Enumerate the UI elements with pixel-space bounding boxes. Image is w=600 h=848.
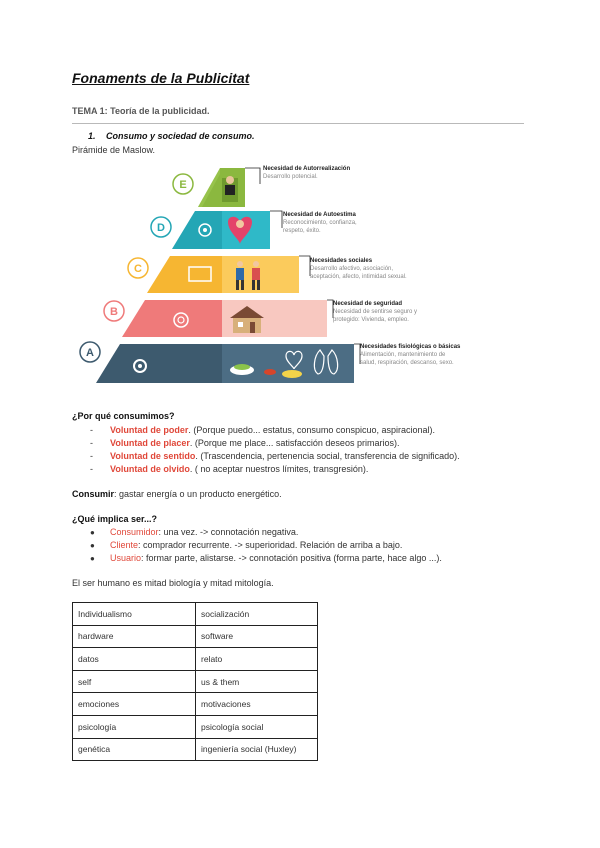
table-cell: hardware <box>73 625 196 648</box>
section-title: Consumo y sociedad de consumo. <box>106 131 255 141</box>
connector-e <box>245 168 260 184</box>
list-item-label: Voluntad de poder <box>110 425 189 435</box>
consumir-definition <box>72 489 282 499</box>
pyramid-text-d-2: respeto, éxito. <box>283 228 321 234</box>
implica-list <box>90 526 442 565</box>
pyramid-desc-b <box>333 300 417 324</box>
table-row <box>73 738 318 761</box>
table-cell: genética <box>73 738 196 761</box>
ser-humano-text: El ser humano es mitad biología y mitad mitología. <box>72 578 274 588</box>
implica-heading: ¿Qué implica ser...? <box>72 514 158 524</box>
table-row <box>73 625 318 648</box>
why-list <box>90 424 460 476</box>
table-cell: psicología social <box>196 715 318 738</box>
pyramid-desc-c <box>310 257 407 281</box>
list-item-text: . (Porque me place... satisfacción deseos primarios). <box>189 438 400 448</box>
list-item <box>90 463 460 476</box>
table-cell: emociones <box>73 693 196 716</box>
letter-b: B <box>110 306 118 318</box>
pyramid-text-b-2: protegido: Vivienda, empleo. <box>333 317 409 323</box>
list-item <box>90 539 442 552</box>
list-item <box>90 450 460 463</box>
list-item-label: Consumidor <box>110 527 159 537</box>
pyramid-title-a: Necesidades fisiológicas o básicas <box>360 344 461 350</box>
connector-c <box>299 256 310 276</box>
list-item-label: Cliente <box>110 540 139 550</box>
list-item-label: Voluntad de olvido <box>110 464 190 474</box>
list-item-text: . (Trascendencia, pertenencia social, transferencia de significado). <box>195 451 460 461</box>
table-cell: software <box>196 625 318 648</box>
pyramid-desc-e <box>263 165 350 181</box>
list-item <box>90 526 442 539</box>
list-item-text: : comprador recurrente. -> superioridad. Relación de arriba a bajo. <box>138 540 403 550</box>
list-item <box>90 552 442 565</box>
pyramid-text-a-1: Alimentación, mantenimiento de <box>360 352 446 358</box>
bullet-marker: ● <box>90 541 95 550</box>
table-row <box>73 693 318 716</box>
list-item-label: Voluntad de placer <box>110 438 190 448</box>
letter-e: E <box>179 179 187 191</box>
pyramid-text-d-1: Reconocimiento, confianza, <box>283 220 357 226</box>
comparison-table <box>72 602 318 761</box>
consumir-text: : gastar energía o un producto energético. <box>114 489 282 499</box>
people-icon <box>237 261 243 267</box>
list-item <box>90 437 460 450</box>
list-item <box>90 424 460 437</box>
table-cell: self <box>73 670 196 693</box>
bullet-marker: ● <box>90 528 95 537</box>
letter-d: D <box>157 222 165 234</box>
pyramid-text-b-1: Necesidad de sentirse seguro y <box>333 309 418 315</box>
table-row <box>73 603 318 626</box>
why-heading: ¿Por qué consumimos? <box>72 411 175 421</box>
list-item-text: : una vez. -> connotación negativa. <box>158 527 299 537</box>
table-cell: socialización <box>196 603 318 626</box>
list-item-label: Voluntad de sentido <box>110 451 196 461</box>
table-cell: us & them <box>196 670 318 693</box>
tema-heading: TEMA 1: Teoría de la publicidad. <box>72 106 210 116</box>
pyramid-title-b: Necesidad de seguridad <box>333 301 403 307</box>
list-item-text: . ( no aceptar nuestros límites, transgresión). <box>189 464 369 474</box>
letter-c: C <box>134 263 142 275</box>
table-row <box>73 648 318 671</box>
divider <box>72 123 524 124</box>
bullet-marker: ● <box>90 554 95 563</box>
list-item-text: : formar parte, alistarse. -> connotación positiva (forma parte, hace algo ...). <box>141 553 442 563</box>
pyramid-desc-d <box>283 211 357 235</box>
pyramid-desc-a <box>360 343 460 367</box>
dash-marker: - <box>90 438 93 448</box>
dash-marker: - <box>90 425 93 435</box>
table-cell: Individualismo <box>73 603 196 626</box>
pyramid-text-c-1: Desarrollo afectivo, asociación, <box>310 266 394 272</box>
table-row <box>73 670 318 693</box>
section-heading <box>88 131 255 141</box>
maslow-label: Pirámide de Maslow. <box>72 145 156 155</box>
dash-marker: - <box>90 451 93 461</box>
table-cell: psicología <box>73 715 196 738</box>
pyramid-text-e: Desarrollo potencial. <box>263 174 318 180</box>
list-item-text: . (Porque puedo... estatus, consumo conspicuo, aspiracional). <box>188 425 435 435</box>
pyramid-text-a-2: salud, respiración, descanso, sexo. <box>360 360 454 366</box>
page-title: Fonaments de la Publicitat <box>72 70 250 86</box>
table-row <box>73 715 318 738</box>
pyramid-text-c-2: aceptación, afecto, intimidad sexual. <box>310 274 407 280</box>
dash-marker: - <box>90 464 93 474</box>
table-cell: ingeniería social (Huxley) <box>196 738 318 761</box>
table-cell: datos <box>73 648 196 671</box>
table-cell: motivaciones <box>196 693 318 716</box>
consumir-label: Consumir <box>72 489 115 499</box>
table-cell: relato <box>196 648 318 671</box>
pyramid-title-e: Necesidad de Autorrealización <box>263 166 351 172</box>
list-item-label: Usuario <box>110 553 142 563</box>
letter-a: A <box>86 347 94 359</box>
pyramid-title-c: Necesidades sociales <box>310 258 373 264</box>
connector-d <box>270 211 282 228</box>
pyramid-title-d: Necesidad de Autoestima <box>283 212 356 218</box>
section-number: 1. <box>88 131 96 141</box>
